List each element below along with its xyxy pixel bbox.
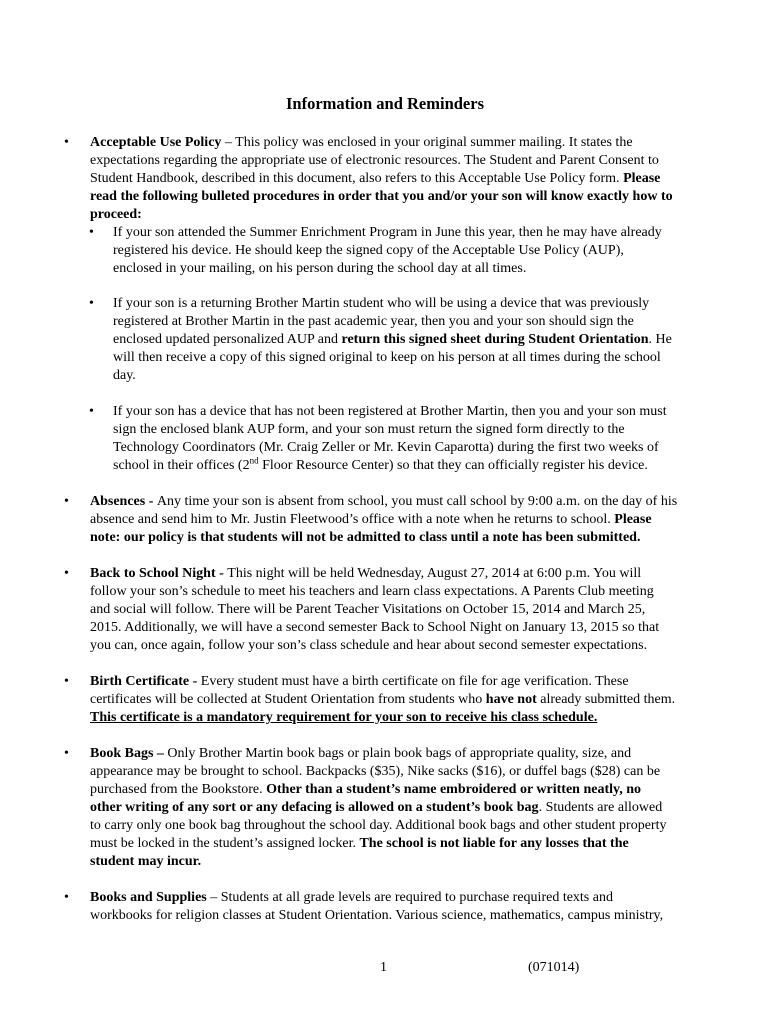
aup-heading: Acceptable Use Policy [90,135,222,150]
books-heading: Books and Supplies [90,890,207,905]
aup-sub3-line-2: sign the enclosed blank AUP form, and your son must return the signed form directly to the [113,422,625,437]
bullet-icon: • [64,494,69,509]
birth-line-1: Birth Certificate - Every student must have a birth certificate on file for age verification. These [90,674,629,689]
page-title: Information and Reminders [285,94,484,113]
aup-sub2-line-2: registered at Brother Martin in the past academic year, then you and your son should sign the [113,314,634,329]
aup-sub3-line-1: If your son has a device that has not been registered at Brother Martin, then you and your son must [113,404,667,419]
bts-line-5: you can, once again, follow your son’s class schedule and hear about second semester expectations. [90,638,648,653]
aup-line-4: read the following bulleted procedures in order that you and/or your son will know exactly how to [90,189,673,204]
bookbags-line-1: Book Bags – Only Brother Martin book bags or plain book bags of appropriate quality, size, and [90,746,632,761]
aup-line-3: Student Handbook, described in this document, also refers to this Acceptable Use Policy form. Please [90,171,661,186]
birth-heading: Birth Certificate - [90,674,201,689]
bts-line-2: follow your son’s schedule to meet his teachers and learn class expectations. A Parents Club meeting [90,584,654,599]
books-line-1: Books and Supplies – Students at all grade levels are required to purchase required texts and [90,890,613,905]
absences-line-2: absence and send him to Mr. Justin Fleetwood’s office with a note when he returns to school. Please [90,512,652,527]
aup-sub3-line-3: Technology Coordinators (Mr. Craig Zeller or Mr. Kevin Caparotta) during the first two weeks of [113,440,659,455]
bts-line-3: and social will follow. There will be Parent Teacher Visitations on October 15, 2014 and March 25, [90,602,646,617]
bookbags-line-5: to carry only one book bag throughout the school day. Additional book bags and other student property [90,818,667,833]
aup-line-1: Acceptable Use Policy – This policy was enclosed in your original summer mailing. It states the [90,135,633,150]
aup-sub2-line-5: day. [113,368,136,383]
aup-sub2-line-3: enclosed updated personalized AUP and return this signed sheet during Student Orientation. He [113,332,672,347]
absences-line-1: Absences - Any time your son is absent from school, you must call school by 9:00 a.m. on the day of his [90,494,678,509]
bullet-icon: • [64,566,69,581]
sub-bullet-icon: • [89,225,94,240]
bookbags-line-2: appearance may be brought to school. Backpacks ($35), Nike sacks ($16), or duffel bags ($28) can be [90,764,661,779]
bookbags-heading: Book Bags – [90,746,168,761]
birth-line-3: This certificate is a mandatory requirement for your son to receive his class schedule. [90,710,598,725]
books-line-2: workbooks for religion classes at Student Orientation. Various science, mathematics, campus ministry, [90,908,664,923]
sub-bullet-icon: • [89,404,94,419]
absences-heading: Absences - [90,494,157,509]
aup-sub1-line-1: If your son attended the Summer Enrichment Program in June this year, then he may have already [113,225,662,240]
bts-line-1: Back to School Night - This night will be held Wednesday, August 27, 2014 at 6:00 p.m. You will [90,566,642,581]
aup-sub1-line-3: enclosed in your mailing, on his person during the school day at all times. [113,261,527,276]
bookbags-line-6: must be locked in the student’s assigned locker. The school is not liable for any losses that the [90,836,629,851]
sub-bullet-icon: • [89,296,94,311]
aup-line-5: proceed: [90,207,142,222]
aup-sub2-line-4: will then receive a copy of this signed original to keep on his person at all times during the school [113,350,661,365]
absences-line-3: note: our policy is that students will not be admitted to class until a note has been submitted. [90,530,641,545]
bullet-icon: • [64,890,69,905]
aup-sub2-line-1: If your son is a returning Brother Martin student who will be using a device that was previously [113,296,650,311]
bullet-icon: • [64,746,69,761]
page-number: 1 [380,960,387,975]
birth-line-2: certificates will be collected at Student Orientation from students who have not already submitted them. [90,692,676,707]
bookbags-line-3: purchased from the Bookstore. Other than a student’s name embroidered or written neatly, no [90,782,642,797]
aup-sub3-line-4: school in their offices (2nd Floor Resource Center) so that they can officially register his device. [113,455,648,473]
bullet-icon: • [64,674,69,689]
bts-heading: Back to School Night - [90,566,228,581]
document-code: (071014) [528,960,580,975]
bullet-icon: • [64,135,69,150]
bookbags-line-7: student may incur. [90,854,202,869]
aup-line-2: expectations regarding the appropriate use of electronic resources. The Student and Parent Consent to [90,153,659,168]
aup-sub1-line-2: registered his device. He should keep the signed copy of the Acceptable Use Policy (AUP), [113,243,624,258]
bookbags-line-4: other writing of any sort or any defacing is allowed on a student’s book bag. Students are allowed [90,800,663,815]
bts-line-4: 2015. Additionally, we will have a second semester Back to School Night on January 13, 2015 so that [90,620,660,635]
